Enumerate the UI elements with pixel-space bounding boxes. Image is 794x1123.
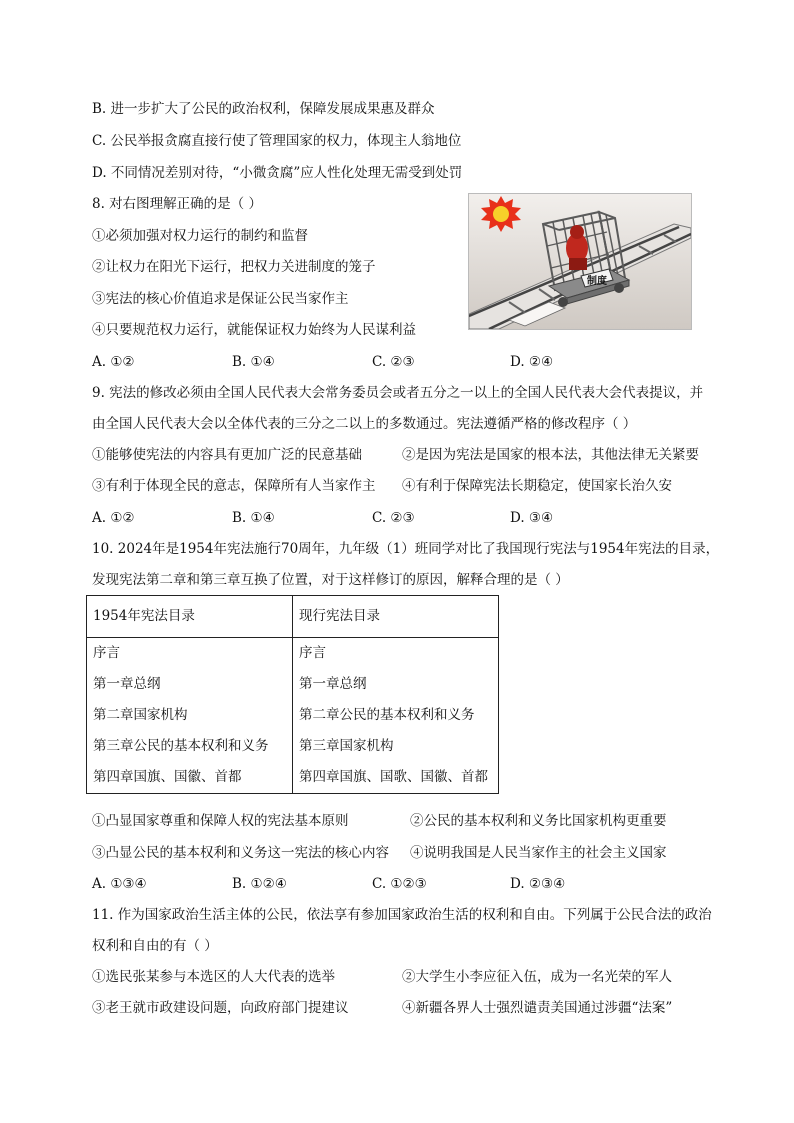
toc-item: 序言 [299,645,326,661]
wheel-icon [614,283,624,293]
q7-option-c: C. 公民举报贪腐直接行使了管理国家的权力，体现主人翁地位 [92,133,462,149]
q8-option-b: B. ①④ [232,354,275,370]
q10-statement-4: ④说明我国是人民当家作主的社会主义国家 [410,845,667,861]
cage-label: 制度 [587,276,607,287]
q9-statement-1: ①能够使宪法的内容具有更加广泛的民意基础 [92,447,362,463]
q9-option-b: B. ①④ [232,510,275,526]
toc-item: 第一章总纲 [93,676,161,692]
q11-statement-4: ④新疆各界人士强烈谴责美国通过涉疆“法案” [402,1000,673,1016]
q10-statement-3: ③凸显公民的基本权利和义务这一宪法的核心内容 [92,845,389,861]
q11-stem-line-1: 11. 作为国家政治生活主体的公民，依法享有参加国家政治生活的权利和自由。下列属于公民合法的政治 [92,907,712,923]
toc-item: 第二章公民的基本权利和义务 [299,707,475,723]
q9-statement-2: ②是因为宪法是国家的根本法，其他法律无关紧要 [402,447,699,463]
q10-option-d: D. ②③④ [510,876,566,892]
toc-item: 第三章公民的基本权利和义务 [93,738,269,754]
q9-option-d: D. ③④ [510,510,554,526]
q10-option-b: B. ①②④ [232,876,287,892]
q11-statements-row-1 [92,967,732,987]
q10-statement-2: ②公民的基本权利和义务比国家机构更重要 [410,813,667,829]
q10-statements-row-2 [92,843,732,863]
q9-stem-line-2: 由全国人民代表大会以全体代表的三分之二以上的多数通过。宪法遵循严格的修改程序（ ） [92,416,637,432]
q9-statement-3: ③有利于体现全民的意志，保障所有人当家作主 [92,478,376,494]
q9-stem-line-1: 9. 宪法的修改必须由全国人民代表大会常务委员会或者五分之一以上的全国人民代表大会代表提议，并 [92,385,704,401]
q9-statements-row-2 [92,476,732,496]
cage-cartoon-image [468,193,692,330]
table-column-current [293,638,499,794]
q10-options [92,874,712,894]
q10-stem-line-2: 发现宪法第二章和第三章互换了位置，对于这样修订的原因，解释合理的是（ ） [92,572,569,588]
table-header-1954: 1954年宪法目录 [87,596,293,638]
q8-option-a: A. ①② [92,354,135,370]
q9-option-a: A. ①② [92,510,135,526]
q11-statement-2: ②大学生小李应征入伍，成为一名光荣的军人 [402,969,672,985]
q10-option-c: C. ①②③ [372,876,427,892]
q8-stem: 8. 对右图理解正确的是（ ） [92,196,262,212]
q10-statement-1: ①凸显国家尊重和保障人权的宪法基本原则 [92,813,349,829]
q11-statement-3: ③老王就市政建设问题，向政府部门提建议 [92,1000,349,1016]
q9-statement-4: ④有利于保障宪法长期稳定，使国家长治久安 [402,478,672,494]
q8-statement-1: ①必须加强对权力运行的制约和监督 [92,228,308,244]
q9-statements-row-1 [92,445,732,465]
q10-option-a: A. ①③④ [92,876,147,892]
q10-statements-row-1 [92,811,732,831]
table-column-1954 [87,638,293,794]
q10-stem-line-1: 10. 2024年是1954年宪法施行70周年，九年级（1）班同学对比了我国现行宪法与1954年宪法的目录， [92,541,720,557]
q8-option-d: D. ②④ [510,354,554,370]
q8-option-c: C. ②③ [372,354,415,370]
q8-statement-2: ②让权力在阳光下运行，把权力关进制度的笼子 [92,259,376,275]
q9-options [92,508,712,528]
table-header-current: 现行宪法目录 [293,596,499,638]
q8-statement-3: ③宪法的核心价值追求是保证公民当家作主 [92,291,349,307]
q9-option-c: C. ②③ [372,510,415,526]
q8-statement-4: ④只要规范权力运行，就能保证权力始终为人民谋利益 [92,322,416,338]
q11-stem-line-2: 权利和自由的有（ ） [92,938,218,954]
q8-options [92,352,712,372]
q7-option-b: B. 进一步扩大了公民的政治权利，保障发展成果惠及群众 [92,101,435,117]
wheel-icon [558,297,568,307]
toc-item: 第四章国旗、国歌、国徽、首都 [299,769,488,785]
toc-item: 第一章总纲 [299,676,367,692]
cartoon-svg [469,194,691,329]
toc-item: 第三章国家机构 [299,738,394,754]
toc-item: 第四章国旗、国徽、首都 [93,769,242,785]
q7-option-d: D. 不同情况差别对待，“小微贪腐”应人性化处理无需受到处罚 [92,165,463,181]
q11-statement-1: ①选民张某参与本选区的人大代表的选举 [92,969,335,985]
toc-item: 序言 [93,645,120,661]
q11-statements-row-2 [92,998,732,1018]
toc-item: 第二章国家机构 [93,707,188,723]
constitution-toc-table [86,595,499,794]
